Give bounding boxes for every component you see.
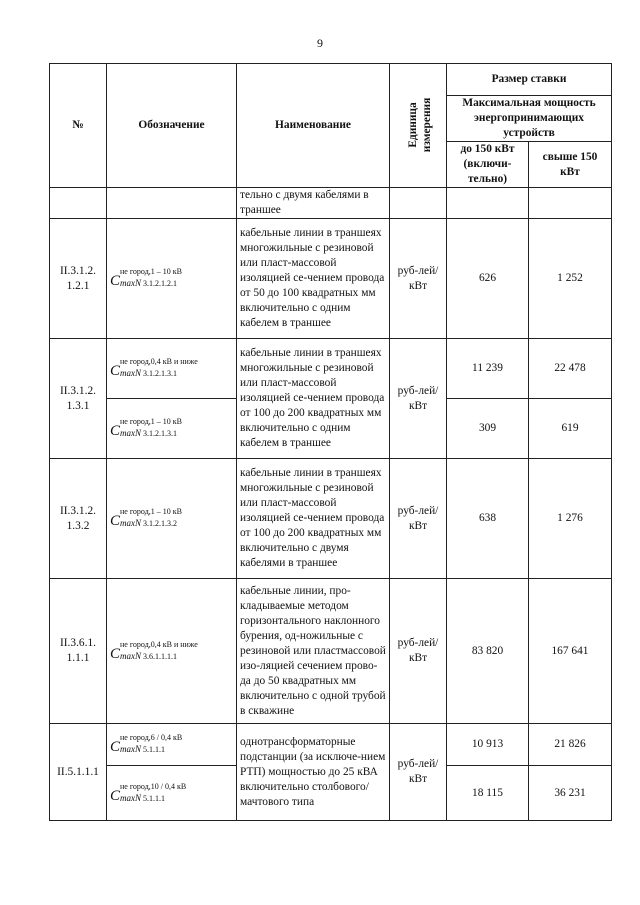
symbol-superscript: не город,1 – 10 кВ (120, 417, 182, 426)
row-unit: руб-лей/кВт (390, 459, 447, 579)
rate-upto-150: 83 820 (447, 579, 529, 724)
row-designation (107, 724, 237, 766)
header-unit-line2: измерения (421, 97, 434, 153)
symbol-subscript (120, 518, 182, 529)
row-number: II.3.1.2. 1.2.1 (50, 219, 107, 339)
row-unit: руб-лей/кВт (390, 339, 447, 459)
symbol-sub-max: max (120, 518, 136, 528)
symbol-sub-n: N (135, 428, 142, 438)
header-name: Наименование (237, 64, 390, 188)
symbol-subscript (120, 793, 186, 804)
symbol-superscript: не город,1 – 10 кВ (120, 507, 182, 516)
tariff-table (49, 63, 612, 821)
rate-over-150: 1 276 (529, 459, 612, 579)
row-unit: руб-лей/кВт (390, 579, 447, 724)
symbol-letter: C (110, 645, 121, 662)
designation-formula (110, 640, 198, 662)
symbol-sub-n: N (135, 650, 142, 661)
table-row-continuation (50, 188, 612, 219)
symbol-sub-max: max (120, 428, 136, 438)
row-name: кабельные линии в траншеях многожильные с резиновой или пласт-массовой изоляцией се-чением провода от 100 до 200 квадратных мм включительно с одним кабелем в траншее (237, 339, 390, 459)
symbol-sub-n: N (135, 744, 142, 754)
rate-upto-150: 638 (447, 459, 529, 579)
symbol-subscript (120, 278, 182, 289)
symbol-code: 3.1.2.1.3.1 (143, 369, 178, 378)
table-row (50, 579, 612, 724)
symbol-superscript: не город,0,4 кВ и ниже (120, 357, 198, 366)
symbol-code: 3.6.1.1.1.1 (143, 651, 178, 661)
symbol-sub-max: max (120, 278, 136, 288)
row-name: кабельные линии, про-кладываемые методом горизонтального наклонного бурения, од-ножильные с резиновой или пластмассовой изо-ляцией сечением прово-да до 50 квадратных мм включительно с одной трубой в скважине (237, 579, 390, 724)
symbol-code: 3.1.2.1.3.2 (143, 519, 178, 528)
designation-formula (110, 782, 186, 804)
symbol-sub-max: max (120, 792, 136, 803)
rate-upto-150: 309 (447, 399, 529, 459)
designation-formula (110, 417, 182, 439)
designation-formula (110, 357, 198, 379)
row-number: II.3.1.2. 1.3.2 (50, 459, 107, 579)
symbol-subscript (120, 744, 182, 755)
symbol-letter: C (110, 739, 121, 755)
rate-over-150: 22 478 (529, 339, 612, 399)
symbol-letter: C (110, 273, 121, 289)
symbol-sub-max: max (120, 744, 136, 754)
header-unit (390, 64, 447, 188)
symbol-letter: C (110, 513, 121, 529)
row-designation (107, 339, 237, 399)
header-designation: Обозначение (107, 64, 237, 188)
rate-over-150: 167 641 (529, 579, 612, 724)
symbol-subscript (120, 651, 198, 662)
designation-formula (110, 507, 182, 529)
rate-upto-150: 18 115 (447, 766, 529, 821)
symbol-subscript (120, 428, 182, 439)
table-row (50, 339, 612, 399)
row-designation (107, 219, 237, 339)
row-unit: руб-лей/кВт (390, 724, 447, 821)
symbol-superscript: не город,0,4 кВ и ниже (120, 639, 198, 649)
symbol-superscript: не город,10 / 0,4 кВ (120, 781, 187, 791)
symbol-superscript: не город,1 – 10 кВ (120, 267, 182, 276)
rate-over-150: 36 231 (529, 766, 612, 821)
symbol-sub-max: max (120, 650, 136, 661)
rate-over-150: 21 826 (529, 724, 612, 766)
symbol-sub-n: N (135, 792, 142, 803)
rate-upto-150: 10 913 (447, 724, 529, 766)
row-designation (107, 766, 237, 821)
header-number: № (50, 64, 107, 188)
row-number: II.3.1.2. 1.3.1 (50, 339, 107, 459)
header-max-power: Максимальная мощность энергопринимающих устройств (447, 96, 612, 142)
table-row (50, 724, 612, 766)
header-rate: Размер ставки (447, 64, 612, 96)
rate-over-150: 619 (529, 399, 612, 459)
symbol-sub-max: max (120, 368, 136, 378)
rate-over-150: 1 252 (529, 219, 612, 339)
symbol-superscript: не город,6 / 0,4 кВ (120, 733, 183, 742)
symbol-code: 5.1.1.1 (143, 745, 166, 754)
header-unit-line1: Единица (407, 102, 420, 148)
symbol-sub-n: N (135, 278, 142, 288)
symbol-code: 3.1.2.1.3.1 (143, 429, 178, 438)
header-upto-150: до 150 кВт (включи-тельно) (447, 142, 529, 188)
symbol-sub-n: N (135, 518, 142, 528)
row-designation (107, 399, 237, 459)
row-name: тельно с двумя кабелями в траншее (237, 188, 390, 219)
row-designation (107, 459, 237, 579)
table-row (50, 219, 612, 339)
page-number: 9 (317, 36, 323, 50)
symbol-sub-n: N (135, 368, 142, 378)
symbol-letter: C (110, 423, 121, 439)
row-name: однотрансформаторные подстанции (за исключе-нием РТП) мощностью до 25 кВА включительно столбового/мачтового типа (237, 724, 390, 821)
header-over-150: свыше 150 кВт (529, 142, 612, 188)
rate-upto-150: 626 (447, 219, 529, 339)
symbol-code: 3.1.2.1.2.1 (143, 279, 178, 288)
table-row (50, 459, 612, 579)
row-number: II.5.1.1.1 (50, 724, 107, 821)
row-unit: руб-лей/кВт (390, 219, 447, 339)
row-number: II.3.6.1. 1.1.1 (50, 579, 107, 724)
row-name: кабельные линии в траншеях многожильные с резиновой или пласт-массовой изоляцией се-чением провода от 100 до 200 квадратных мм включительно с двумя кабелями в траншее (237, 459, 390, 579)
row-name: кабельные линии в траншеях многожильные с резиновой или пласт-массовой изоляцией се-чением провода от 50 до 100 квадратных мм включительно с одним кабелем в траншее (237, 219, 390, 339)
symbol-letter: C (110, 363, 121, 379)
row-designation (107, 579, 237, 724)
designation-formula (110, 267, 182, 289)
table-body (50, 188, 612, 821)
symbol-subscript (120, 368, 198, 379)
symbol-code: 5.1.1.1 (143, 793, 166, 803)
rate-upto-150: 11 239 (447, 339, 529, 399)
designation-formula (110, 733, 182, 755)
symbol-letter: C (110, 787, 121, 804)
